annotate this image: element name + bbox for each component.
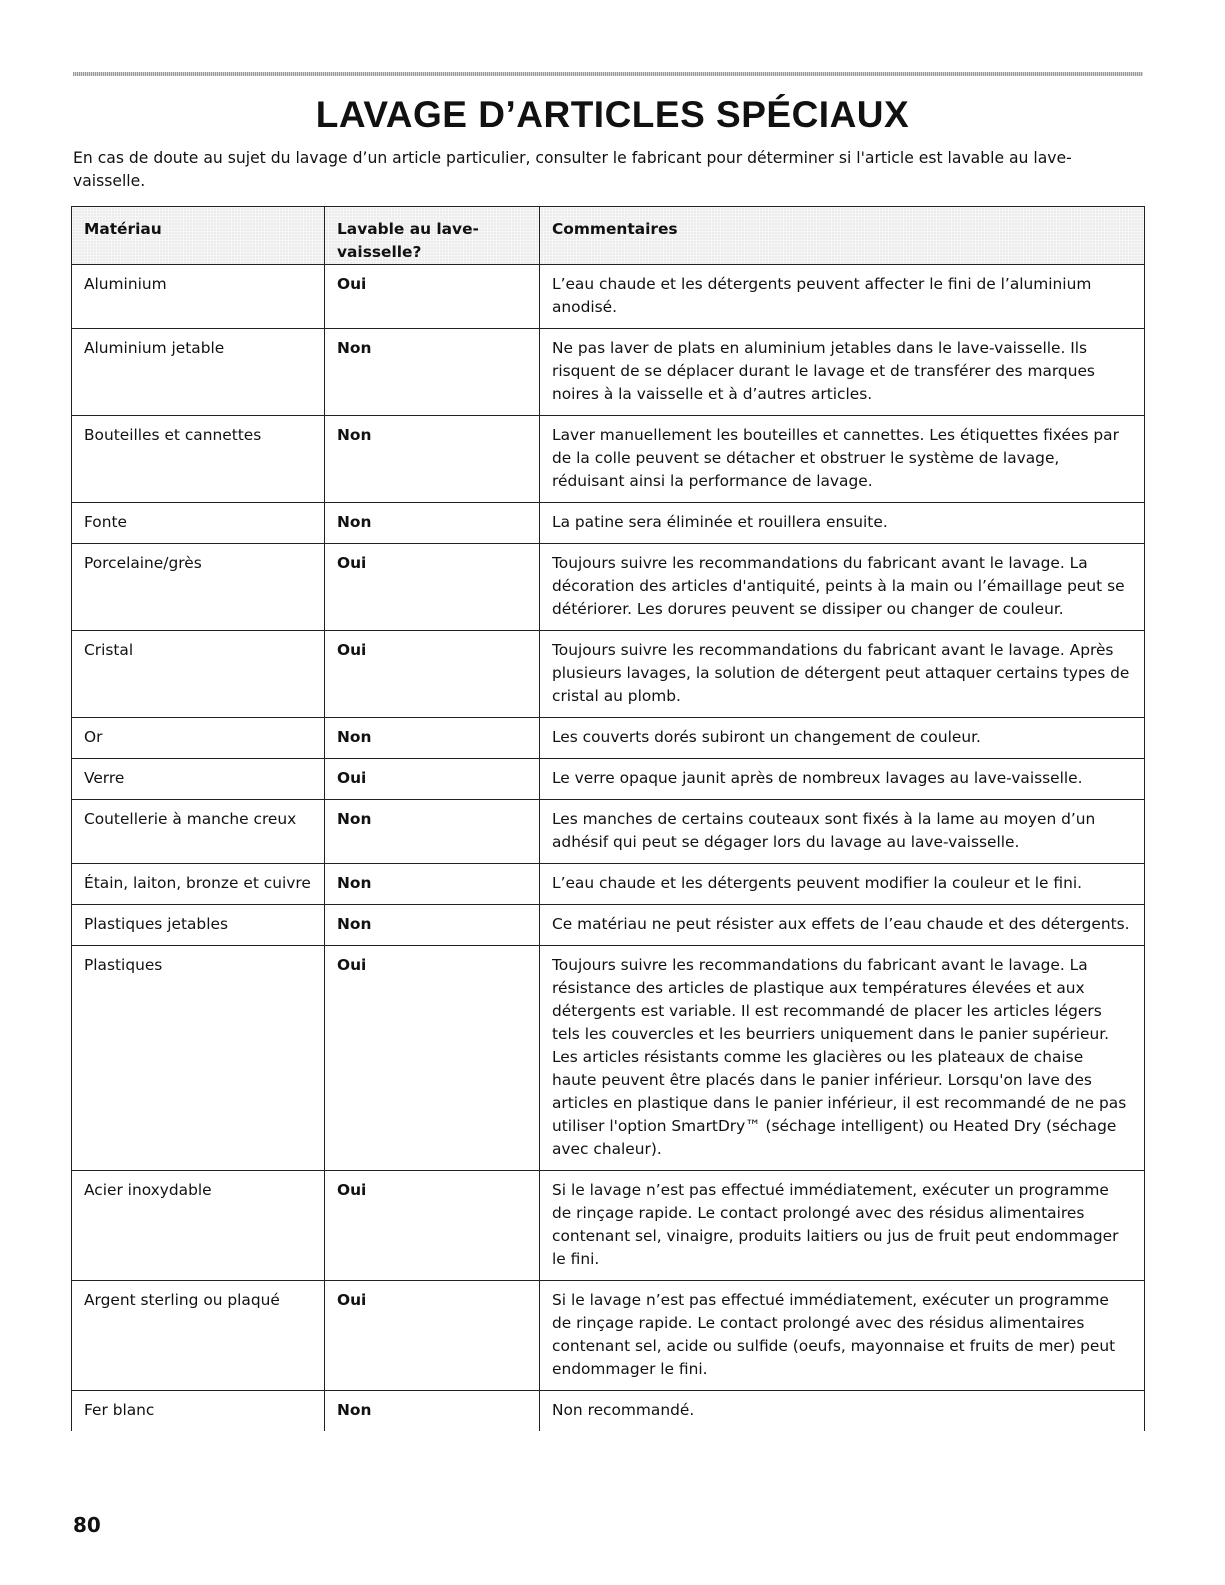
table-row	[72, 1281, 1145, 1391]
comment-cell: Toujours suivre les recommandations du fabricant avant le lavage. La résistance des articles de plastique aux températures élevées et aux détergents est variable. Il est recommandé de placer les articles légers tels les couvercles et les beurriers uniquement dans le panier supérieur. Les articles résistants comme les glacières ou les plateaux de chaise haute peuvent être placés dans le panier inférieur. Lorsqu'on lave des articles en plastique dans le panier inférieur, il est recommandé de ne pas utiliser l'option SmartDry™ (séchage intelligent) ou Heated Dry (séchage avec chaleur).	[540, 946, 1145, 1171]
comment-cell: Ne pas laver de plats en aluminium jetables dans le lave-vaisselle. Ils risquent de se déplacer durant le lavage et de transférer des marques noires à la vaisselle et à d’autres articles.	[540, 329, 1145, 416]
comment-cell: Ce matériau ne peut résister aux effets de l’eau chaude et des détergents.	[540, 905, 1145, 946]
comment-cell: L’eau chaude et les détergents peuvent affecter le fini de l’aluminium anodisé.	[540, 265, 1145, 329]
washable-cell: Non	[325, 416, 540, 503]
table-row	[72, 329, 1145, 416]
table-header	[72, 207, 1145, 265]
header-comments: Commentaires	[540, 207, 1145, 265]
material-cell: Plastiques jetables	[72, 905, 325, 946]
comment-cell: Non recommandé.	[540, 1391, 1145, 1432]
comment-cell: Toujours suivre les recommandations du fabricant avant le lavage. Après plusieurs lavages, la solution de détergent peut attaquer certains types de cristal au plomb.	[540, 631, 1145, 718]
washable-cell: Oui	[325, 631, 540, 718]
comment-cell: Les couverts dorés subiront un changement de couleur.	[540, 718, 1145, 759]
washable-cell: Non	[325, 905, 540, 946]
material-cell: Étain, laiton, bronze et cuivre	[72, 864, 325, 905]
table-row	[72, 864, 1145, 905]
table-row	[72, 503, 1145, 544]
material-cell: Cristal	[72, 631, 325, 718]
washable-cell: Non	[325, 864, 540, 905]
material-cell: Fonte	[72, 503, 325, 544]
material-cell: Or	[72, 718, 325, 759]
page-title: LAVAGE D’ARTICLES SPÉCIAUX	[315, 94, 910, 135]
material-cell: Acier inoxydable	[72, 1171, 325, 1281]
table-row	[72, 1391, 1145, 1432]
comment-cell: L’eau chaude et les détergents peuvent modifier la couleur et le fini.	[540, 864, 1145, 905]
material-cell: Fer blanc	[72, 1391, 325, 1432]
washable-cell: Oui	[325, 759, 540, 800]
comment-cell: Si le lavage n’est pas effectué immédiatement, exécuter un programme de rinçage rapide. Le contact prolongé avec des résidus alimentaires contenant sel, acide ou sulfide (oeufs, mayonnaise et fruits de mer) peut endommager le fini.	[540, 1281, 1145, 1391]
material-cell: Argent sterling ou plaqué	[72, 1281, 325, 1391]
washable-cell: Non	[325, 800, 540, 864]
page-number: 80	[73, 1513, 101, 1537]
material-cell: Porcelaine/grès	[72, 544, 325, 631]
header-material: Matériau	[72, 207, 325, 265]
comment-cell: Si le lavage n’est pas effectué immédiatement, exécuter un programme de rinçage rapide. Le contact prolongé avec des résidus alimentaires contenant sel, vinaigre, produits laitiers ou jus de fruit peut endommager le fini.	[540, 1171, 1145, 1281]
comment-cell: Le verre opaque jaunit après de nombreux lavages au lave-vaisselle.	[540, 759, 1145, 800]
table-row	[72, 759, 1145, 800]
material-cell: Verre	[72, 759, 325, 800]
comment-cell: Toujours suivre les recommandations du fabricant avant le lavage. La décoration des articles d'antiquité, peints à la main ou l’émaillage peut se détériorer. Les dorures peuvent se dissiper ou changer de couleur.	[540, 544, 1145, 631]
table-row	[72, 946, 1145, 1171]
table-row	[72, 416, 1145, 503]
material-cell: Aluminium	[72, 265, 325, 329]
washable-cell: Oui	[325, 265, 540, 329]
washable-cell: Non	[325, 718, 540, 759]
washable-cell: Oui	[325, 946, 540, 1171]
table-row	[72, 631, 1145, 718]
washable-cell: Non	[325, 1391, 540, 1432]
washable-cell: Non	[325, 329, 540, 416]
top-rule	[73, 72, 1143, 76]
header-washable: Lavable au lave-vaisselle?	[325, 207, 540, 265]
comment-cell: Laver manuellement les bouteilles et cannettes. Les étiquettes fixées par de la colle peuvent se détacher et obstruer le système de lavage, réduisant ainsi la performance de lavage.	[540, 416, 1145, 503]
table-row	[72, 718, 1145, 759]
table-row	[72, 1171, 1145, 1281]
material-cell: Aluminium jetable	[72, 329, 325, 416]
material-cell: Coutellerie à manche creux	[72, 800, 325, 864]
table-row	[72, 905, 1145, 946]
intro-paragraph: En cas de doute au sujet du lavage d’un article particulier, consulter le fabricant pour déterminer si l'article est lavable au lave-vaisselle.	[73, 149, 1072, 190]
table-row	[72, 265, 1145, 329]
comment-cell: La patine sera éliminée et rouillera ensuite.	[540, 503, 1145, 544]
washable-cell: Oui	[325, 1281, 540, 1391]
table-row	[72, 544, 1145, 631]
material-cell: Plastiques	[72, 946, 325, 1171]
washable-cell: Non	[325, 503, 540, 544]
table-body	[72, 265, 1145, 1432]
washable-cell: Oui	[325, 544, 540, 631]
material-cell: Bouteilles et cannettes	[72, 416, 325, 503]
comment-cell: Les manches de certains couteaux sont fixés à la lame au moyen d’un adhésif qui peut se dégager lors du lavage au lave-vaisselle.	[540, 800, 1145, 864]
materials-table	[71, 206, 1145, 1431]
table-row	[72, 800, 1145, 864]
washable-cell: Oui	[325, 1171, 540, 1281]
header-row	[72, 207, 1145, 265]
